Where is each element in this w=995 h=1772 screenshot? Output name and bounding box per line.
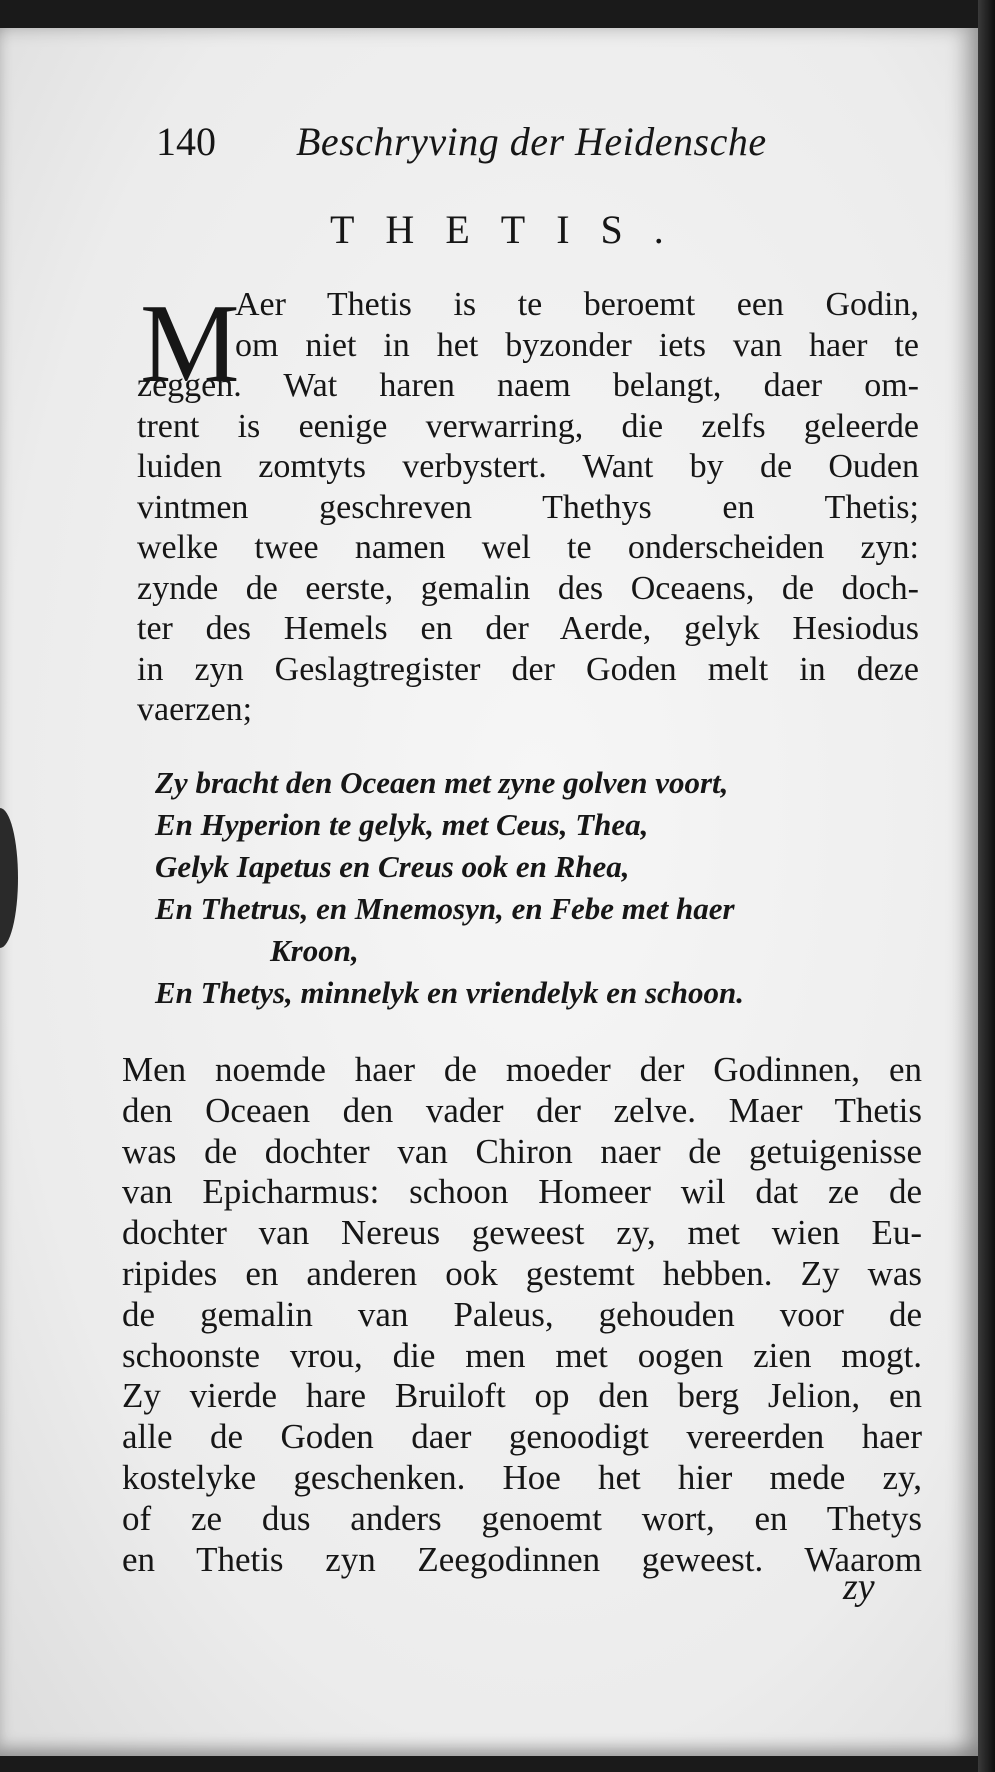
text-line: of ze dus anders genoemt wort, en Thetys bbox=[122, 1498, 922, 1538]
text-line: trent is eenige verwarring, die zelfs geleerde bbox=[137, 407, 919, 445]
verse-line: En Thetrus, en Mnemosyn, en Febe met haer bbox=[155, 891, 735, 926]
text-line: in zyn Geslagtregister der Goden melt in deze bbox=[137, 650, 919, 688]
text-line: welke twee namen wel te onderscheiden zyn: bbox=[137, 529, 919, 566]
text-line: van Epicharmus: schoon Homeer wil dat ze de bbox=[122, 1172, 922, 1212]
page-fore-edge bbox=[978, 0, 995, 1772]
text-line: den Oceaen den vader der zelve. Maer Thetis bbox=[122, 1090, 922, 1130]
text-line: Aer Thetis is te beroemt een Godin, bbox=[235, 286, 919, 323]
text-line: ripides en anderen ook gestemt hebben. Zy was bbox=[122, 1253, 922, 1293]
text-line: om niet in het byzonder iets van haer te bbox=[235, 326, 919, 364]
page-number: 140 bbox=[156, 119, 216, 164]
text-line: luiden zomtyts verbystert. Want by de Ouden bbox=[137, 448, 919, 485]
verse-line: Gelyk Iapetus en Creus ook en Rhea, bbox=[155, 849, 630, 884]
paragraph-1 bbox=[137, 282, 919, 731]
text-line: alle de Goden daer genoodigt vereerden haer bbox=[122, 1417, 922, 1457]
text-line: Men noemde haer de moeder der Godinnen, en bbox=[122, 1050, 922, 1089]
text-line: dochter van Nereus geweest zy, met wien Eu- bbox=[122, 1213, 922, 1253]
running-title: Beschryving der Heidensche bbox=[296, 119, 767, 164]
text-line: schoonste vrou, die men met oogen zien mogt. bbox=[122, 1335, 922, 1375]
text-line: Zy vierde hare Bruiloft op den berg Jelion, en bbox=[122, 1376, 922, 1416]
verse-quotation bbox=[155, 762, 915, 1014]
verse-line: Kroon, bbox=[270, 933, 359, 968]
text-line: kostelyke geschenken. Hoe het hier mede zy, bbox=[122, 1457, 922, 1497]
verse-line: En Thetys, minnelyk en vriendelyk en schoon. bbox=[155, 975, 744, 1010]
text-line: de gemalin van Paleus, gehouden voor de bbox=[122, 1294, 922, 1334]
text-line: vaerzen; bbox=[137, 691, 253, 728]
verse-line: En Hyperion te gelyk, met Ceus, Thea, bbox=[155, 807, 649, 842]
text-line: was de dochter van Chiron naer de getuigenisse bbox=[122, 1131, 922, 1171]
catchword: zy bbox=[843, 1566, 875, 1608]
running-header bbox=[156, 118, 806, 165]
text-line: vintmen geschreven Thethys en Thetis; bbox=[137, 488, 919, 526]
drop-cap: M bbox=[140, 282, 240, 406]
text-line: en Thetis zyn Zeegodinnen geweest. Waarom bbox=[122, 1539, 922, 1579]
section-title: THETIS. bbox=[330, 207, 695, 252]
text-line: zeggen. Wat haren naem belangt, daer om- bbox=[137, 367, 919, 404]
verse-line: Zy bracht den Oceaen met zyne golven voort, bbox=[155, 765, 729, 800]
paragraph-2 bbox=[122, 1050, 922, 1580]
text-line: ter des Hemels en der Aerde, gelyk Hesiodus bbox=[137, 610, 919, 647]
page-shadow-notch bbox=[0, 808, 18, 948]
text-line: zynde de eerste, gemalin des Oceaens, de doch- bbox=[137, 569, 919, 607]
